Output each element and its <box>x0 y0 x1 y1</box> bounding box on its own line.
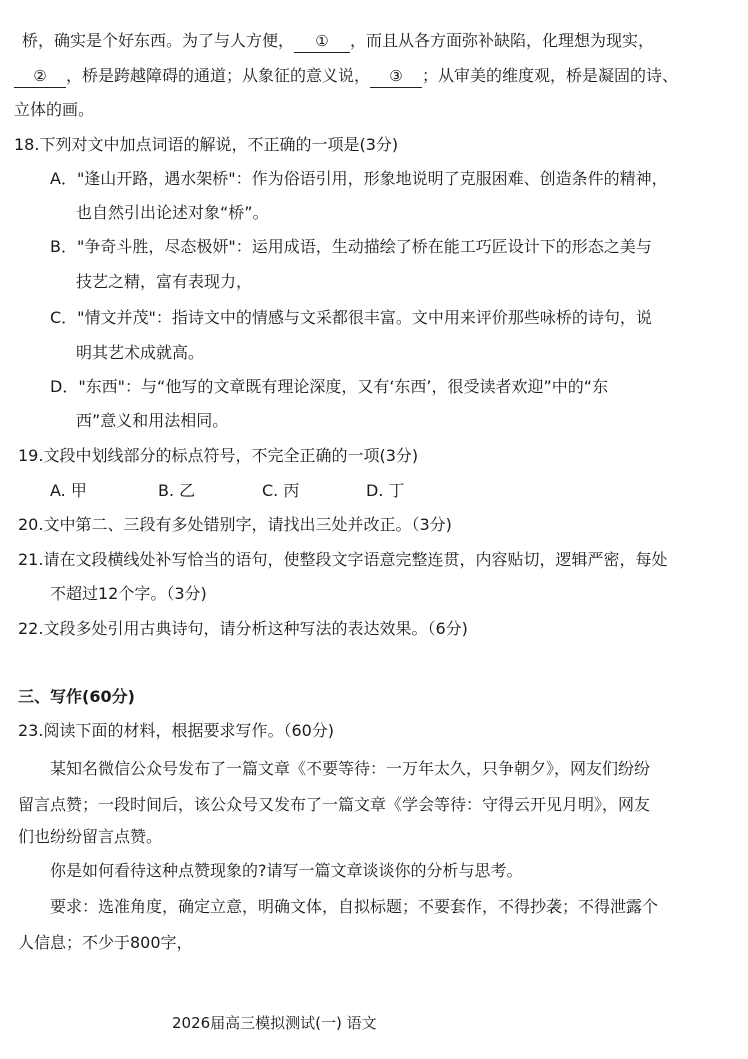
q23-prompt: 你是如何看待这种点赞现象的?请写一篇文章谈谈你的分析与思考。 <box>50 861 523 880</box>
q19-choice-c: C. 丙 <box>262 481 300 500</box>
q23-material-line3: 们也纷纷留言点赞。 <box>18 827 163 846</box>
question-19-stem: 19.文段中划线部分的标点符号，不完全正确的一项(3分) <box>18 446 419 465</box>
q23-material-line1: 某知名微信公众号发布了一篇文章《不要等待：一万年太久，只争朝夕》，网友们纷纷 <box>50 759 651 778</box>
question-20-stem: 20.文中第二、三段有多处错别字，请找出三处并改正。（3分) <box>18 515 452 534</box>
q19-choice-b: B. 乙 <box>158 481 196 500</box>
page-footer: 2026届高三模拟测试(一) 语文 <box>172 1014 377 1032</box>
passage-text: 桥，确实是个好东西。为了与人方便， <box>22 31 295 50</box>
passage-text: ；从审美的维度观，桥是凝固的诗、 <box>422 66 679 85</box>
question-23-stem: 23.阅读下面的材料，根据要求写作。（60分) <box>18 721 335 740</box>
q18-option-d-line2: 西”意义和用法相同。 <box>76 411 229 430</box>
passage-line-2 <box>14 65 678 88</box>
passage-line-1 <box>22 30 654 53</box>
question-22-stem: 22.文段多处引用古典诗句，请分析这种写法的表达效果。（6分) <box>18 619 468 638</box>
passage-line-3: 立体的画。 <box>14 100 95 119</box>
q19-choice-a: A. 甲 <box>50 481 87 500</box>
q23-requirements-line2: 人信息；不少于800字， <box>18 933 193 952</box>
footer-fade <box>385 1008 495 1038</box>
q18-option-a-line1: A．"逢山开路，遇水架桥"：作为俗语引用，形象地说明了克服困难、创造条件的精神， <box>50 169 668 188</box>
q23-material-line2: 留言点赞；一段时间后，该公众号又发布了一篇文章《学会等待：守得云开见月明》，网友 <box>18 795 651 814</box>
passage-text: ，桥是跨越障碍的通道；从象征的意义说， <box>66 66 371 85</box>
q18-option-a-line2: 也自然引出论述对象“桥”。 <box>76 203 269 222</box>
blank-2: ② <box>14 65 66 88</box>
q18-option-b-line2: 技艺之精，富有表现力， <box>76 272 253 291</box>
passage-text: ，而且从各方面弥补缺陷，化理想为现实， <box>350 31 655 50</box>
question-21-line1: 21.请在文段横线处补写恰当的语句，使整段文字语意完整连贯，内容贴切，逻辑严密，每处 <box>18 550 668 569</box>
q23-requirements-line1: 要求：选准角度，确定立意，明确文体，自拟标题；不要套作，不得抄袭；不得泄露个 <box>50 897 659 916</box>
q18-option-b-line1: B．"争奇斗胜，尽态极妍"：运用成语，生动描绘了桥在能工巧匠设计下的形态之美与 <box>50 237 652 256</box>
question-18-stem: 18.下列对文中加点词语的解说，不正确的一项是(3分) <box>14 135 399 154</box>
q18-option-d-line1: D．"东西"：与“他写的文章既有理论深度，又有‘东西’，很受读者欢迎”中的“东 <box>50 377 609 396</box>
blank-3: ③ <box>370 65 422 88</box>
question-21-line2: 不超过12个字。（3分) <box>50 584 207 603</box>
section-3-heading: 三、写作(60分) <box>18 687 135 706</box>
q18-option-c-line2: 明其艺术成就高。 <box>76 343 205 362</box>
q18-option-c-line1: C．"情文并茂"：指诗文中的情感与文采都很丰富。文中用来评价那些咏桥的诗句，说 <box>50 308 652 327</box>
blank-1: ① <box>294 30 350 53</box>
q19-choice-d: D. 丁 <box>366 481 405 500</box>
